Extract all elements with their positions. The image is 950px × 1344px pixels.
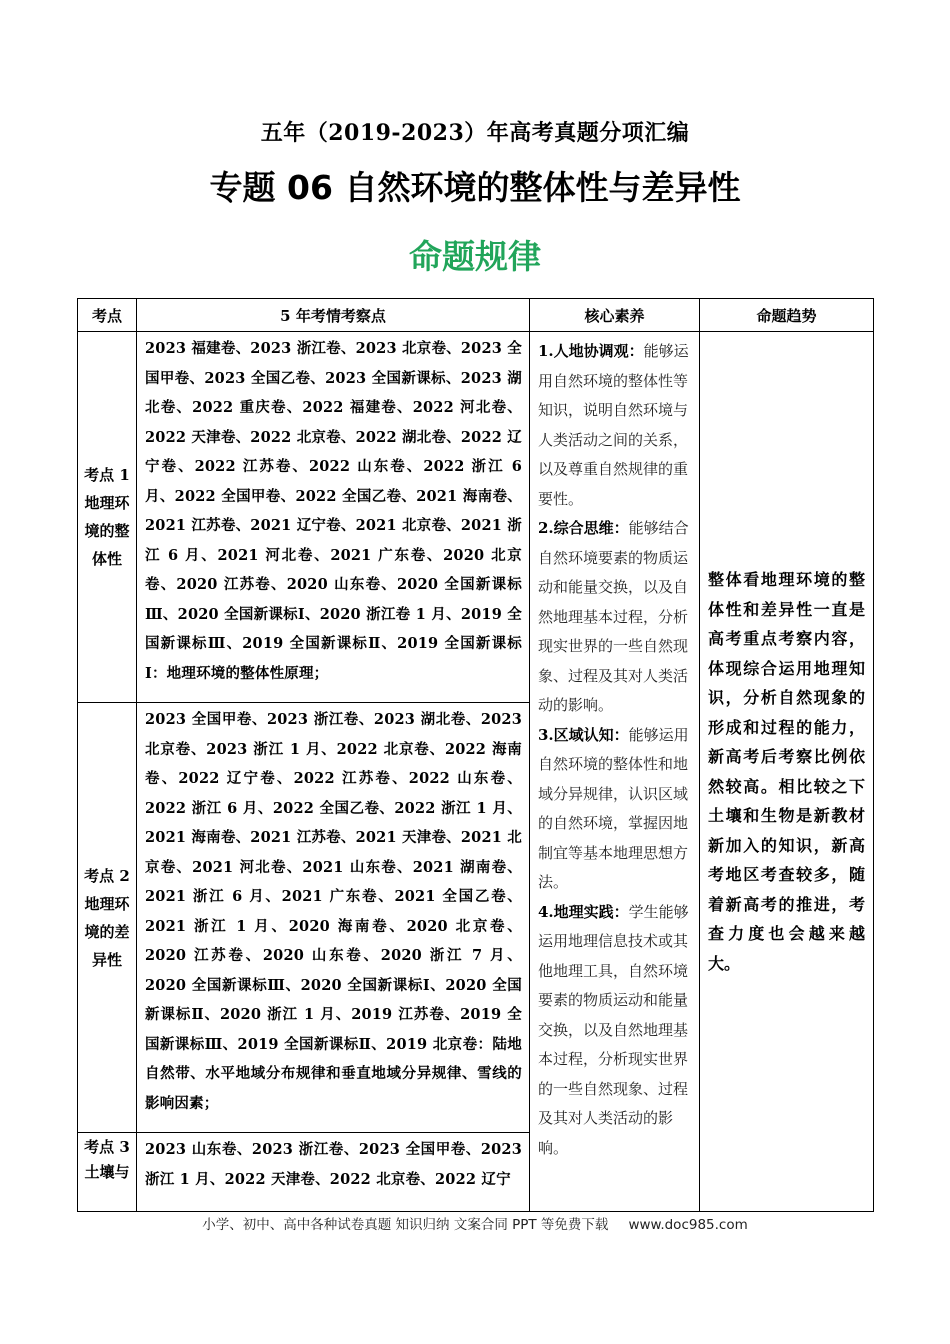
footer-url[interactable]: www.doc985.com: [628, 1217, 748, 1233]
literacy-item: 1.人地协调观：能够运用自然环境的整体性等知识，说明自然环境与人类活动之间的关系，以及尊重自然规律的重要性。: [538, 342, 689, 508]
literacy-item: 2.综合思维：能够结合自然环境要素的物质运动和能量交换，以及自然地理基本过程，分析现实世界的一些自然现象、过程及其对人类活动的影响。: [538, 519, 689, 714]
topic-cell: 考点 2 地理环境的差异性: [78, 703, 137, 1133]
topic-cell: 考点 3 土壤与: [78, 1133, 137, 1212]
papers-cell: 2023 福建卷、2023 浙江卷、2023 北京卷、2023 全国甲卷、2023 全国乙卷、2023 全国新课标、2023 湖北卷、2022 重庆卷、2022 福建卷、2022 河北卷、2022 天津卷、2022 北京卷、2022 湖北卷、2022 辽宁卷、2022 江苏卷、2022 山东卷、2022 浙江 6 月、2022 全国甲卷、2022 全国乙卷、2021 海南卷、2021 江苏卷、2021 辽宁卷、2021 北京卷、2021 浙江 6 月、2021 河北卷、2021 广东卷、2020 北京卷、2020 江苏卷、2020 山东卷、2020 全国新课标Ⅲ、2020 全国新课标Ⅰ、2020 浙江卷 1 月、2019 全国新课标Ⅲ、2019 全国新课标Ⅱ、2019 全国新课标Ⅰ：地理环境的整体性原理；: [137, 332, 530, 703]
header-core-literacy: 核心素养: [530, 299, 700, 332]
literacy-item: 4.地理实践：学生能够运用地理信息技术或其他地理工具，自然环境要素的物质运动和能量交换，以及自然地理基本过程，分析现实世界的一些自然现象、过程及其对人类活动的影响。: [538, 902, 689, 1157]
papers-cell: 2023 山东卷、2023 浙江卷、2023 全国甲卷、2023 浙江 1 月、2022 天津卷、2022 北京卷、2022 辽宁: [137, 1133, 530, 1212]
core-literacy-cell: [530, 332, 700, 1212]
table-row: [78, 332, 874, 703]
header-topic: 考点: [78, 299, 137, 332]
papers-cell: 2023 全国甲卷、2023 浙江卷、2023 湖北卷、2023 北京卷、2023 浙江 1 月、2022 北京卷、2022 海南卷、2022 辽宁卷、2022 江苏卷、2022 山东卷、2022 浙江 6 月、2022 全国乙卷、2022 浙江 1 月、2021 海南卷、2021 江苏卷、2021 天津卷、2021 北京卷、2021 河北卷、2021 山东卷、2021 湖南卷、2021 浙江 6 月、2021 广东卷、2021 全国乙卷、2021 浙江 1 月、2020 海南卷、2020 北京卷、2020 江苏卷、2020 山东卷、2020 浙江 7 月、2020 全国新课标Ⅲ、2020 全国新课标Ⅰ、2020 全国新课标Ⅱ、2020 浙江 1 月、2019 江苏卷、2019 全国新课标Ⅲ、2019 全国新课标Ⅱ、2019 北京卷：陆地自然带、水平地域分布规律和垂直地域分异规律、雪线的影响因素；: [137, 703, 530, 1133]
trend-cell: 整体看地理环境的整体性和差异性一直是高考重点考察内容，体现综合运用地理知识，分析自然现象的形成和过程的能力，新高考后考察比例依然较高。相比较之下土壤和生物是新教材新加入的知识，新高考地区考查较多，随着新高考的推进，考查力度也会越来越大。: [700, 332, 874, 1212]
subtitle: 五年（2019-2023）年高考真题分项汇编: [260, 120, 690, 146]
footer-text: 小学、初中、高中各种试卷真题 知识归纳 文案合同 PPT 等免费下载: [202, 1217, 609, 1233]
literacy-item: 3.区域认知：能够运用自然环境的整体性和地域分异规律，认识区域的自然环境，掌握因地制宜等基本地理思想方法。: [538, 725, 689, 891]
table-header-row: [78, 299, 874, 332]
exam-pattern-table: [77, 298, 874, 1212]
header-papers: 5 年考情考察点: [137, 299, 530, 332]
section-heading: 命题规律: [409, 237, 541, 276]
topic-cell: 考点 1 地理环境的整体性: [78, 332, 137, 703]
page-title: 专题 06 自然环境的整体性与差异性: [209, 168, 741, 207]
header-trend: 命题趋势: [700, 299, 874, 332]
footer: [0, 1213, 950, 1233]
